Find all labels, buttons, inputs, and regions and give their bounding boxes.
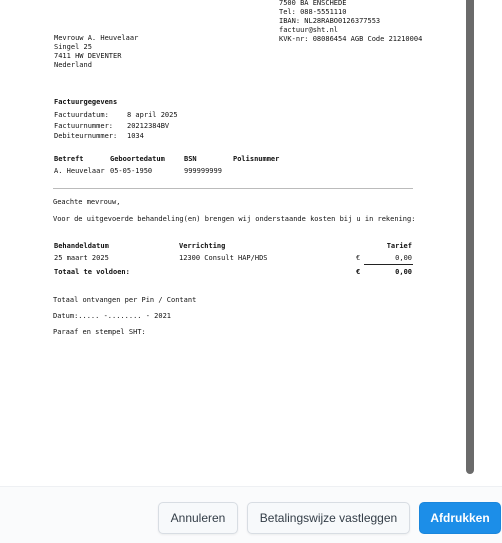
sender-address: 7500 BA ENSCHEDE (279, 0, 347, 7)
total-amount: 0,00 (395, 268, 412, 276)
cost-header-date: Behandeldatum (54, 242, 109, 250)
cost-row-amount: 0,00 (395, 254, 412, 262)
invoice-date-label: Factuurdatum: (54, 111, 109, 119)
recipient-city: 7411 HW DEVENTER (54, 52, 122, 60)
section-divider (53, 188, 413, 189)
invoice-date-value: 8 april 2025 (127, 111, 178, 119)
salutation: Geachte mevrouw, (53, 198, 121, 206)
cost-header-tariff: Tarief (386, 242, 412, 250)
patient-name: A. Heuvelaar (54, 167, 105, 175)
cost-row-currency: € (356, 254, 361, 262)
document-scrollbar[interactable] (466, 0, 474, 474)
payment-stamp: Paraaf en stempel SHT: (53, 328, 146, 336)
patient-header-bsn: BSN (184, 155, 197, 163)
intro-text: Voor de uitgevoerde behandeling(en) brengen wij onderstaande kosten bij u in rekening: (53, 215, 416, 223)
subtotal-line (364, 264, 413, 265)
payment-date: Datum:..... -........ - 2021 (53, 312, 172, 320)
sender-iban: IBAN: NL28RABO0126377553 (279, 17, 381, 25)
debtor-number-label: Debiteurnummer: (54, 132, 118, 140)
invoice-number-value: 20212384BV (127, 122, 170, 130)
recipient-name: Mevrouw A. Heuvelaar (54, 34, 139, 42)
sender-kvk: KVK-nr: 08086454 AGB Code 21210004 (279, 35, 423, 43)
patient-birthdate: 05-05-1950 (110, 167, 153, 175)
recipient-street: Singel 25 (54, 43, 92, 51)
patient-header-policy: Polisnummer (233, 155, 280, 163)
cancel-button[interactable]: Annuleren (158, 502, 238, 534)
print-button[interactable]: Afdrukken (419, 502, 501, 534)
total-label: Totaal te voldoen: (54, 268, 130, 276)
debtor-number-value: 1034 (127, 132, 144, 140)
patient-header-birthdate: Geboortedatum (110, 155, 165, 163)
invoice-heading: Factuurgegevens (54, 98, 118, 106)
payment-received: Totaal ontvangen per Pin / Contant (53, 296, 197, 304)
recipient-country: Nederland (54, 61, 92, 69)
total-currency: € (356, 268, 361, 276)
patient-header-betreft: Betreft (54, 155, 84, 163)
patient-bsn: 999999999 (184, 167, 222, 175)
payment-method-button[interactable]: Betalingswijze vastleggen (247, 502, 410, 534)
cost-header-service: Verrichting (179, 242, 226, 250)
invoice-number-label: Factuurnummer: (54, 122, 114, 130)
cost-row-date: 25 maart 2025 (54, 254, 109, 262)
sender-tel: Tel: 088-5551110 (279, 8, 347, 16)
sender-email: factuur@sht.nl (279, 26, 339, 34)
cost-row-service: 12300 Consult HAP/HDS (179, 254, 268, 262)
